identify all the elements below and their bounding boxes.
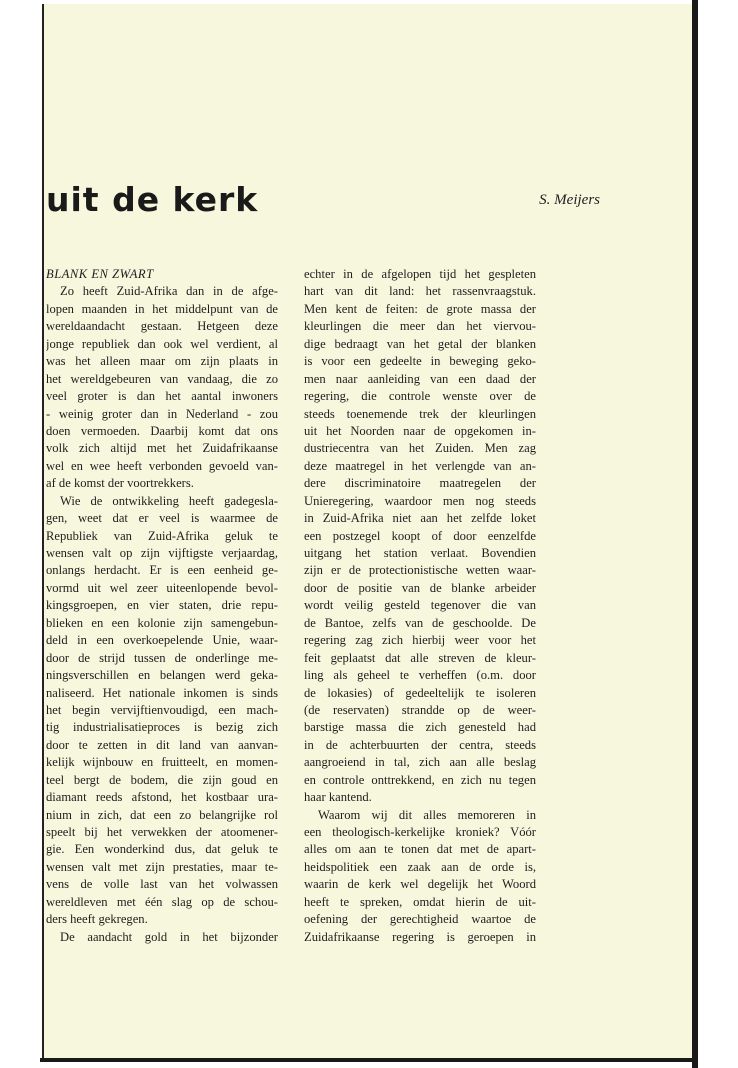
text-line: Unieregering, waardoor men nog steeds bbox=[304, 493, 536, 508]
text-line: dere discriminatoire maatregelen der bbox=[304, 476, 536, 491]
text-line: volk zich altijd met het Zuidafrikaanse bbox=[46, 441, 278, 456]
right-column bbox=[304, 266, 536, 946]
text-line: het wereldgebeuren van vandaag, die zo bbox=[46, 371, 278, 386]
text-line: onlangs herdacht. Er is een eenheid ge- bbox=[46, 563, 278, 578]
text-line: wel en wee heeft verbonden gevoeld van- bbox=[46, 458, 278, 473]
text-line: ningsverschillen en belangen werd geka- bbox=[46, 668, 278, 683]
text-line: steeds toenemende trek der kleurlingen bbox=[304, 406, 536, 421]
text-line: heidspolitiek een zaak aan de orde is, bbox=[304, 859, 536, 874]
section-heading: BLANK EN ZWART bbox=[46, 267, 154, 281]
text-line: vens de volle last van het volwassen bbox=[46, 877, 278, 892]
text-line: - weinig groter dan in Nederland - zou bbox=[46, 406, 278, 421]
text-line: in Zuid-Afrika niet aan het zelfde loket bbox=[304, 511, 536, 526]
right-column-lines bbox=[304, 266, 536, 946]
text-line: kleurlingen die meer dan het viervou- bbox=[304, 319, 536, 334]
article-author: S. Meijers bbox=[539, 192, 600, 208]
text-line: wensen valt met zijn prestaties, maar te- bbox=[46, 859, 278, 874]
text-line: waarin de kerk wel degelijk het Woord bbox=[304, 877, 536, 892]
text-line: door de strijd tussen de onderlinge me- bbox=[46, 650, 278, 665]
text-line: jonge republiek dan ook wel verdient, al bbox=[46, 336, 278, 351]
text-line: kelijk wijnbouw en fruitteelt, en momen- bbox=[46, 755, 278, 770]
text-line: regering zag zich hierbij weer voor het bbox=[304, 633, 536, 648]
text-line: tig industrialisatieproces is bezig zich bbox=[46, 720, 278, 735]
text-line: Men kent de feiten: de grote massa der bbox=[304, 301, 536, 316]
article-title: uit de kerk bbox=[46, 180, 259, 219]
text-line: was het alleen maar om zijn plaats in bbox=[46, 354, 278, 369]
text-line: een theologisch-kerkelijke kroniek? Vóór bbox=[304, 825, 536, 839]
text-line: (de reservaten) strandde op de weer- bbox=[304, 702, 536, 717]
text-line: wereldaandacht gestaan. Hetgeen deze bbox=[46, 319, 278, 334]
page-bottom-edge bbox=[40, 1058, 698, 1062]
text-line: naliseerd. Het nationale inkomen is sinds bbox=[46, 685, 278, 700]
text-line: de Bantoe, zelfs van de geschoolde. De bbox=[304, 615, 536, 630]
text-line: ling als geheel te verheffen (o.m. door bbox=[304, 668, 536, 683]
text-line: Zuidafrikaanse regering is geroepen in bbox=[304, 929, 536, 944]
text-line: De aandacht gold in het bijzonder bbox=[60, 929, 278, 944]
text-line: Zo heeft Zuid-Afrika dan in de afge- bbox=[60, 284, 278, 299]
text-line: aangroeiend in tal, zich aan alle beslag bbox=[304, 755, 536, 770]
text-line: deze maatregel in het verlengde van an- bbox=[304, 458, 536, 473]
text-line: een postzegel koopt of door eenzelfde bbox=[304, 528, 536, 543]
text-line: blieken en een kolonie zijn samengebun- bbox=[46, 615, 278, 630]
text-line: alles om aan te tonen dat met de apart- bbox=[304, 842, 536, 857]
text-line: door te zetten in dit land van aanvan- bbox=[46, 737, 278, 752]
text-line: Wie de ontwikkeling heeft gadegesla- bbox=[60, 493, 278, 508]
text-line: uitgang het station verlaat. Bovendien bbox=[304, 546, 536, 560]
text-line: de lokasies) of gedeeltelijk te isoleren bbox=[304, 685, 536, 700]
text-line: feit geplaatst dat alle streven de kleur- bbox=[304, 650, 536, 665]
text-line: Republiek van Zuid-Afrika geluk te bbox=[46, 528, 278, 543]
text-line: Waarom wij dit alles memoreren in bbox=[318, 807, 536, 822]
text-line: haar kantend. bbox=[304, 790, 372, 805]
text-line: het begin vervijftienvoudigd, een mach- bbox=[46, 702, 278, 717]
text-line: af de komst der voortrekkers. bbox=[46, 476, 194, 491]
text-line: zijn er de protectionistische wetten waar- bbox=[304, 563, 536, 578]
text-line: deld in een overkoepelende Unie, waar- bbox=[46, 633, 278, 648]
text-line: wordt veilig gesteld tegenover die van bbox=[304, 598, 536, 613]
text-line: is voor een gedeelte in beweging geko- bbox=[304, 354, 536, 369]
text-line: door de positie van de blanke arbeider bbox=[304, 580, 536, 595]
text-line: kingsgroepen, en vier staten, drie repu- bbox=[46, 598, 278, 613]
text-line: gie. Een wonderkind dus, dat geluk te bbox=[46, 842, 278, 857]
text-line: heeft te spreken, omdat hierin de uit- bbox=[304, 894, 536, 909]
text-line: lopen maanden in het middelpunt van de bbox=[46, 301, 278, 316]
text-line: ders heeft gekregen. bbox=[46, 912, 148, 927]
text-line: diamant reeds afstond, het kostbaar ura- bbox=[46, 790, 278, 805]
text-line: nium in zich, dat een zo belangrijke rol bbox=[46, 807, 278, 822]
text-line: teel bergt de bodem, die zijn goud en bbox=[46, 772, 278, 787]
left-column-lines bbox=[46, 283, 278, 946]
text-line: dige bedraagt van het getal der blanken bbox=[304, 336, 536, 351]
text-line: gen, weet dat er veel is waarmee de bbox=[46, 511, 278, 526]
text-line: men naar aanleiding van een daad der bbox=[304, 371, 536, 386]
text-line: en controle onttrekkend, en zich nu tegen bbox=[304, 772, 536, 787]
text-line: echter in de afgelopen tijd het gespleten bbox=[304, 267, 536, 281]
text-line: veel groter is dan het aantal inwoners bbox=[46, 389, 278, 404]
text-line: barstige massa die zich genesteld had bbox=[304, 720, 536, 735]
text-line: regering, die controle wenste over de bbox=[304, 389, 536, 404]
text-line: in de achterbuurten der centra, steeds bbox=[304, 737, 536, 752]
text-line: speelt bij het verwekken der atoomener- bbox=[46, 825, 278, 839]
text-line: oefening der gerechtigheid waartoe de bbox=[304, 912, 536, 927]
text-line: wensen valt op zijn vijftigste verjaardag, bbox=[46, 546, 278, 560]
page-right-edge bbox=[692, 0, 698, 1068]
text-line: wereldleven met één slag op de schou- bbox=[46, 894, 278, 909]
left-column bbox=[46, 266, 278, 946]
text-line: vormd uit wel zeer uiteenlopende bevol- bbox=[46, 580, 278, 595]
text-line: hart van dit land: het rassenvraagstuk. bbox=[304, 284, 536, 299]
text-line: dustriecentra van het Zuiden. Men zag bbox=[304, 441, 536, 456]
text-line: uit het Noorden naar de opgekomen in- bbox=[304, 423, 536, 438]
text-line: doen vermoeden. Daarbij komt dat ons bbox=[46, 423, 278, 438]
